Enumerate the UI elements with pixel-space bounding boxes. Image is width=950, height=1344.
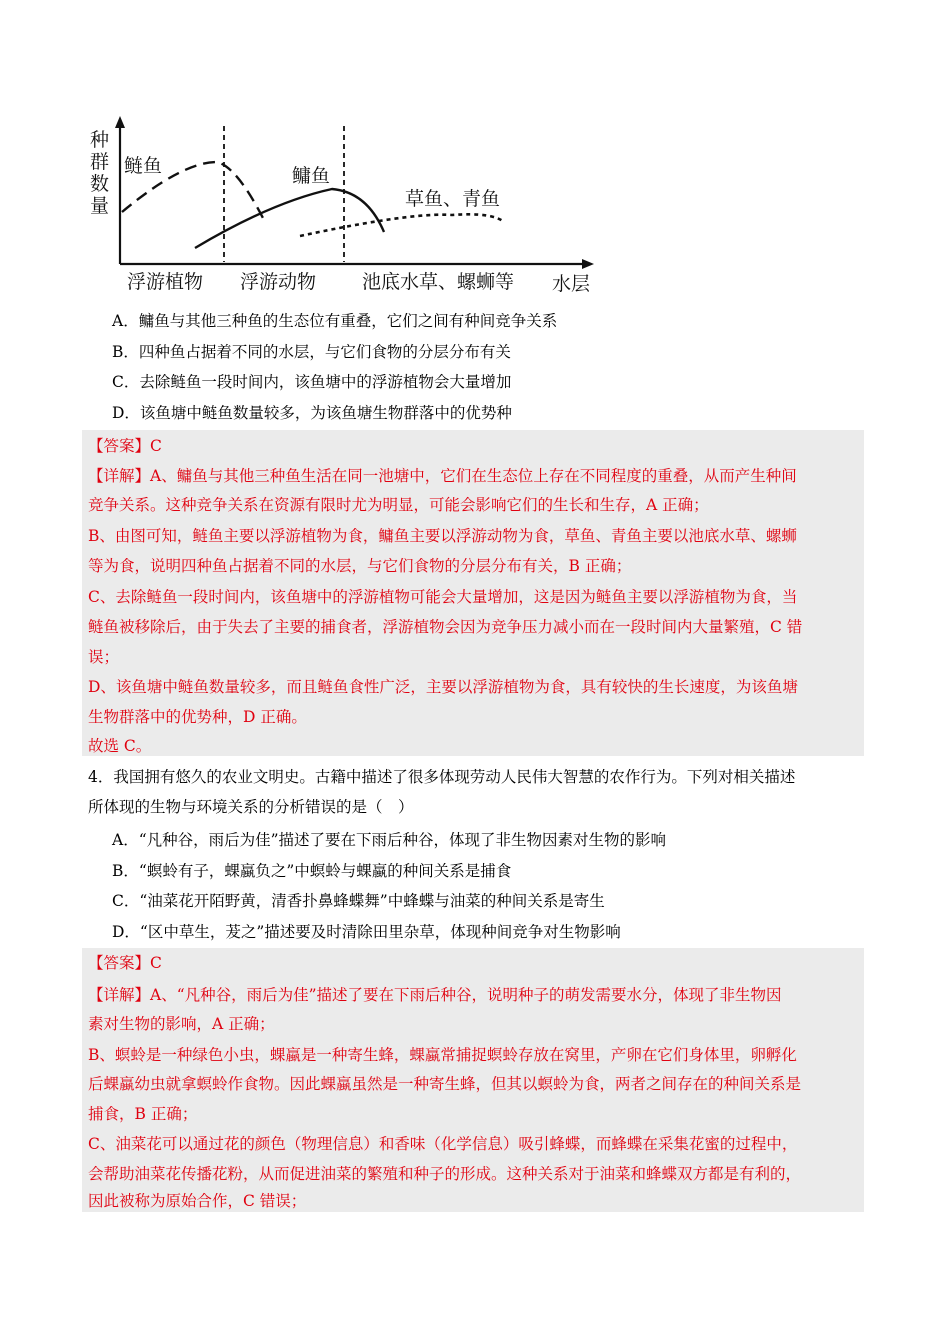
q4-detail-line: 素对生物的影响，A 正确； [88, 1015, 275, 1033]
q3-detail-line: 故选 C。 [88, 737, 152, 755]
q4-option-c: C．“油菜花开陌野黄，清香扑鼻蜂蝶舞”中蜂蝶与油菜的种间关系是寄生 [112, 892, 605, 910]
q3-detail-line: 生物群落中的优势种，D 正确。 [88, 708, 307, 726]
y-axis-arrow [115, 116, 125, 128]
q3-detail-line: 【详解】A、鳙鱼与其他三种鱼生活在同一池塘中，它们在生态位上存在不同程度的重叠，从而产生种间 [88, 467, 797, 485]
q4-detail-line: B、螟蛉是一种绿色小虫，蜾蠃是一种寄生蜂，蜾蠃常捕捉螟蛉存放在窝里，产卵在它们身体里，卵孵化 [88, 1046, 797, 1064]
q4-detail-line: 【详解】A、“凡种谷，雨后为佳”描述了要在下雨后种谷，说明种子的萌发需要水分，体现了非生物因 [88, 986, 782, 1004]
figure-svg [82, 112, 602, 302]
q4-stem-line: 4．我国拥有悠久的农业文明史。古籍中描述了很多体现劳动人民伟大智慧的农作行为。下列对相关描述 [88, 768, 796, 786]
x-axis-label: 水层 [552, 273, 591, 295]
q3-detail-line: 等为食，说明四种鱼占据着不同的水层，与它们食物的分层分布有关，B 正确； [88, 557, 632, 575]
q4-detail-line: 会帮助油菜花传播花粉，从而促进油菜的繁殖和种子的形成。这种关系对于油菜和蜂蝶双方都是有利的， [88, 1165, 802, 1183]
q3-detail-line: 竞争关系。这种竞争关系在资源有限时尤为明显，可能会影响它们的生长和生存，A 正确； [88, 496, 709, 514]
q3-option-a: A．鳙鱼与其他三种鱼的生态位有重叠，它们之间有种间竞争关系 [112, 312, 558, 330]
zone-label-bottom: 池底水草、螺蛳等 [362, 271, 515, 293]
q3-detail-line: 鲢鱼被移除后，由于失去了主要的捕食者，浮游植物会因为竞争压力减小而在一段时间内大量繁殖，C 错 [88, 618, 803, 636]
q3-option-c: C．去除鲢鱼一段时间内，该鱼塘中的浮游植物会大量增加 [112, 373, 512, 391]
population-water-layer-figure [82, 112, 602, 302]
y-axis-label-char: 数 [90, 173, 110, 195]
grass-black-carp-curve [300, 214, 504, 236]
q3-answer-box [82, 430, 864, 756]
y-axis-label-char: 种 [90, 129, 110, 151]
x-axis-arrow [582, 259, 594, 269]
q3-detail-line: B、由图可知，鲢鱼主要以浮游植物为食，鳙鱼主要以浮游动物为食，草鱼、青鱼主要以池底水草、螺蛳 [88, 527, 797, 545]
q3-detail-line: 误； [88, 648, 120, 666]
q4-answer: 【答案】C [88, 954, 162, 972]
q3-detail-line: D、该鱼塘中鲢鱼数量较多，而且鲢鱼食性广泛，主要以浮游植物为食，具有较快的生长速度，为该鱼塘 [88, 678, 798, 696]
q4-option-a: A．“凡种谷，雨后为佳”描述了要在下雨后种谷，体现了非生物因素对生物的影响 [112, 831, 667, 849]
zone-label-plankton-animals: 浮游动物 [240, 271, 317, 293]
curve-label-bighead-carp: 鳙鱼 [292, 165, 331, 187]
q4-stem-line: 所体现的生物与环境关系的分析错误的是（ ） [88, 798, 414, 816]
q3-detail-line: C、去除鲢鱼一段时间内，该鱼塘中的浮游植物可能会大量增加，这是因为鲢鱼主要以浮游植物为食，当 [88, 588, 798, 606]
q4-option-b: B．“螟蛉有子，蜾蠃负之”中螟蛉与蜾蠃的种间关系是捕食 [112, 862, 512, 880]
q4-detail-line: 捕食，B 正确； [88, 1105, 198, 1123]
q4-option-d: D．“区中草生，茇之”描述要及时清除田里杂草，体现种间竞争对生物影响 [112, 923, 621, 941]
y-axis-label-char: 量 [90, 195, 110, 217]
y-axis-label-char: 群 [90, 151, 110, 173]
q3-option-b: B．四种鱼占据着不同的水层，与它们食物的分层分布有关 [112, 343, 511, 361]
curve-label-grass-black-carp: 草鱼、青鱼 [405, 188, 501, 210]
q4-answer-box [82, 948, 864, 1212]
q3-answer: 【答案】C [88, 437, 162, 455]
q3-option-d: D．该鱼塘中鲢鱼数量较多，为该鱼塘生物群落中的优势种 [112, 404, 512, 422]
q4-detail-line: 后蜾蠃幼虫就拿螟蛉作食物。因此蜾蠃虽然是一种寄生蜂，但其以螟蛉为食，两者之间存在的种间关系是 [88, 1075, 802, 1093]
q4-detail-line: 因此被称为原始合作，C 错误； [88, 1192, 307, 1210]
q4-detail-line: C、油菜花可以通过花的颜色（物理信息）和香味（化学信息）吸引蜂蝶，而蜂蝶在采集花蜜的过程中， [88, 1135, 798, 1153]
zone-label-plankton-plants: 浮游植物 [127, 271, 204, 293]
curve-label-silver-carp: 鲢鱼 [124, 155, 163, 177]
